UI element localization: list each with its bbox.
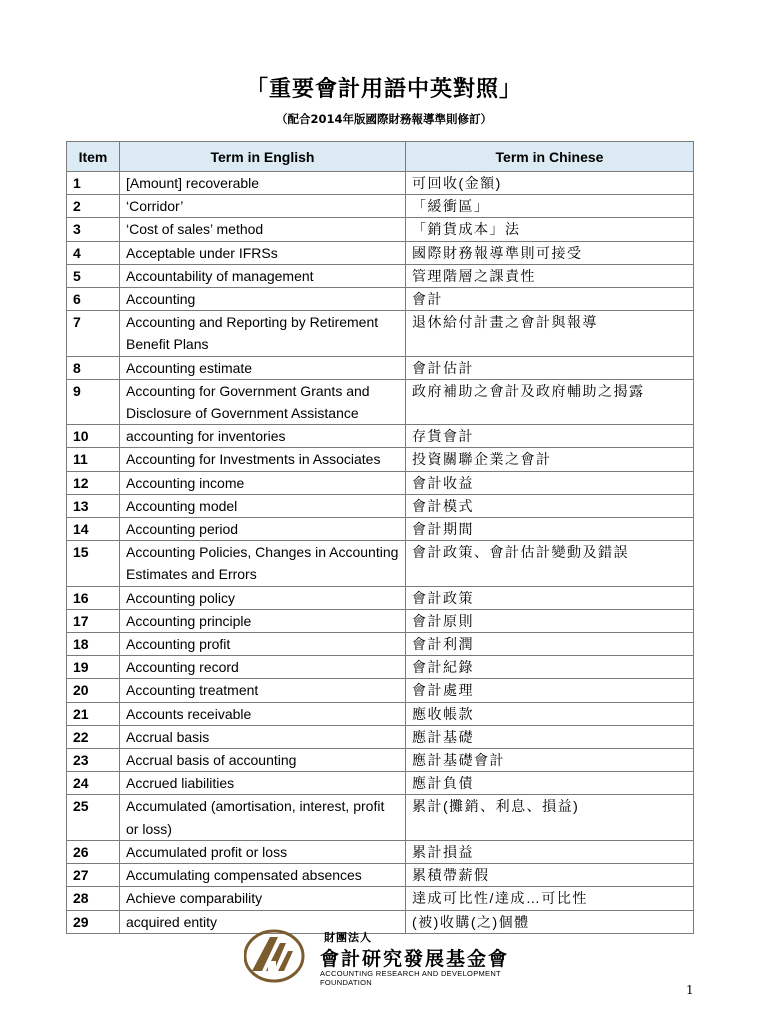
term-english: Accounting Policies, Changes in Accounting Estimates and Errors [120,541,406,586]
term-chinese: 應計負債 [406,772,694,795]
term-english: Accumulating compensated absences [120,864,406,887]
term-english: Accountability of management [120,264,406,287]
item-number: 10 [67,425,120,448]
term-english: Accrued liabilities [120,772,406,795]
table-row [67,311,694,356]
term-chinese: 會計利潤 [406,633,694,656]
table-row [67,195,694,218]
term-english: Accounting record [120,656,406,679]
item-number: 28 [67,887,120,910]
term-chinese: 會計估計 [406,356,694,379]
term-english: Accounting and Reporting by Retirement Benefit Plans [120,311,406,356]
term-chinese: 會計收益 [406,471,694,494]
term-english: ‘Cost of sales’ method [120,218,406,241]
term-chinese: 會計模式 [406,494,694,517]
table-row [67,264,694,287]
term-chinese: 累計損益 [406,840,694,863]
term-chinese: 應收帳款 [406,702,694,725]
term-english: Accounts receivable [120,702,406,725]
term-chinese: 國際財務報導準則可接受 [406,241,694,264]
term-chinese: 達成可比性/達成…可比性 [406,887,694,910]
table-row [67,379,694,424]
table-row [67,772,694,795]
table-row [67,864,694,887]
table-row [67,656,694,679]
term-chinese: 會計政策 [406,586,694,609]
item-number: 26 [67,840,120,863]
term-english: Accounting model [120,494,406,517]
term-chinese: 會計 [406,288,694,311]
term-chinese: 累積帶薪假 [406,864,694,887]
item-number: 15 [67,541,120,586]
table-row [67,425,694,448]
term-chinese: 存貨會計 [406,425,694,448]
term-chinese: 管理階層之課責性 [406,264,694,287]
item-number: 18 [67,633,120,656]
term-english: Accounting principle [120,609,406,632]
table-row [67,609,694,632]
foundation-logo [244,925,534,985]
term-english: [Amount] recoverable [120,172,406,195]
item-number: 20 [67,679,120,702]
term-chinese: (被)收購(之)個體 [406,910,694,933]
term-english: Accounting treatment [120,679,406,702]
item-number: 4 [67,241,120,264]
table-row [67,448,694,471]
term-chinese: 「緩衝區」 [406,195,694,218]
item-number: 7 [67,311,120,356]
table-row [67,702,694,725]
header-chinese: Term in Chinese [406,142,694,172]
term-english: Accounting policy [120,586,406,609]
term-chinese: 應計基礎 [406,725,694,748]
table-row [67,288,694,311]
term-english: Accounting estimate [120,356,406,379]
term-english: Accounting income [120,471,406,494]
item-number: 11 [67,448,120,471]
term-chinese: 投資關聯企業之會計 [406,448,694,471]
term-english: Accumulated profit or loss [120,840,406,863]
table-row [67,749,694,772]
term-english: Accounting for Investments in Associates [120,448,406,471]
item-number: 6 [67,288,120,311]
table-row [67,633,694,656]
item-number: 22 [67,725,120,748]
table-row [67,725,694,748]
item-number: 1 [67,172,120,195]
foundation-logo-mark-icon [244,927,306,983]
item-number: 19 [67,656,120,679]
term-english: Accrual basis [120,725,406,748]
term-english: Accounting period [120,518,406,541]
logo-org-small: 財團法人 [324,931,372,944]
header-english: Term in English [120,142,406,172]
term-chinese: 會計處理 [406,679,694,702]
term-chinese: 會計政策、會計估計變動及錯誤 [406,541,694,586]
term-english: ‘Corridor’ [120,195,406,218]
term-chinese: 會計期間 [406,518,694,541]
term-english: Accumulated (amortisation, interest, profit or loss) [120,795,406,840]
item-number: 24 [67,772,120,795]
term-english: Accounting [120,288,406,311]
item-number: 2 [67,195,120,218]
item-number: 17 [67,609,120,632]
item-number: 14 [67,518,120,541]
term-chinese: 應計基礎會計 [406,749,694,772]
document-subtitle: （配合2014年版國際財務報導準則修訂） [275,112,492,126]
table-row [67,679,694,702]
item-number: 23 [67,749,120,772]
item-number: 16 [67,586,120,609]
term-chinese: 會計原則 [406,609,694,632]
table-row [67,494,694,517]
term-chinese: 政府補助之會計及政府輔助之揭露 [406,379,694,424]
item-number: 5 [67,264,120,287]
item-number: 9 [67,379,120,424]
table-row [67,840,694,863]
term-english: Acceptable under IFRSs [120,241,406,264]
table-body [67,172,694,934]
table-row [67,541,694,586]
table-row [67,218,694,241]
table-row [67,586,694,609]
term-english: Accounting for Government Grants and Disclosure of Government Assistance [120,379,406,424]
item-number: 8 [67,356,120,379]
term-english: Achieve comparability [120,887,406,910]
term-english: Accrual basis of accounting [120,749,406,772]
term-chinese: 累計(攤銷、利息、損益) [406,795,694,840]
term-english: acquired entity [120,910,406,933]
page-number: 1 [686,983,694,997]
logo-org-english: ACCOUNTING RESEARCH AND DEVELOPMENT FOUNDATION [320,969,501,987]
table-row [67,172,694,195]
table-row [67,795,694,840]
item-number: 27 [67,864,120,887]
logo-org-name: 會計研究發展基金會 [320,948,510,970]
table-header-row [67,142,694,172]
item-number: 12 [67,471,120,494]
table-row [67,887,694,910]
item-number: 25 [67,795,120,840]
item-number: 21 [67,702,120,725]
table-row [67,241,694,264]
terms-table [66,141,694,934]
term-chinese: 退休給付計畫之會計與報導 [406,311,694,356]
term-chinese: 會計紀錄 [406,656,694,679]
term-english: Accounting profit [120,633,406,656]
term-chinese: 可回收(金額) [406,172,694,195]
document-title: 「重要會計用語中英對照」 [245,76,522,102]
item-number: 3 [67,218,120,241]
header-item: Item [67,142,120,172]
table-row [67,471,694,494]
table-row [67,356,694,379]
term-english: accounting for inventories [120,425,406,448]
table-row [67,518,694,541]
item-number: 13 [67,494,120,517]
term-chinese: 「銷貨成本」法 [406,218,694,241]
item-number: 29 [67,910,120,933]
